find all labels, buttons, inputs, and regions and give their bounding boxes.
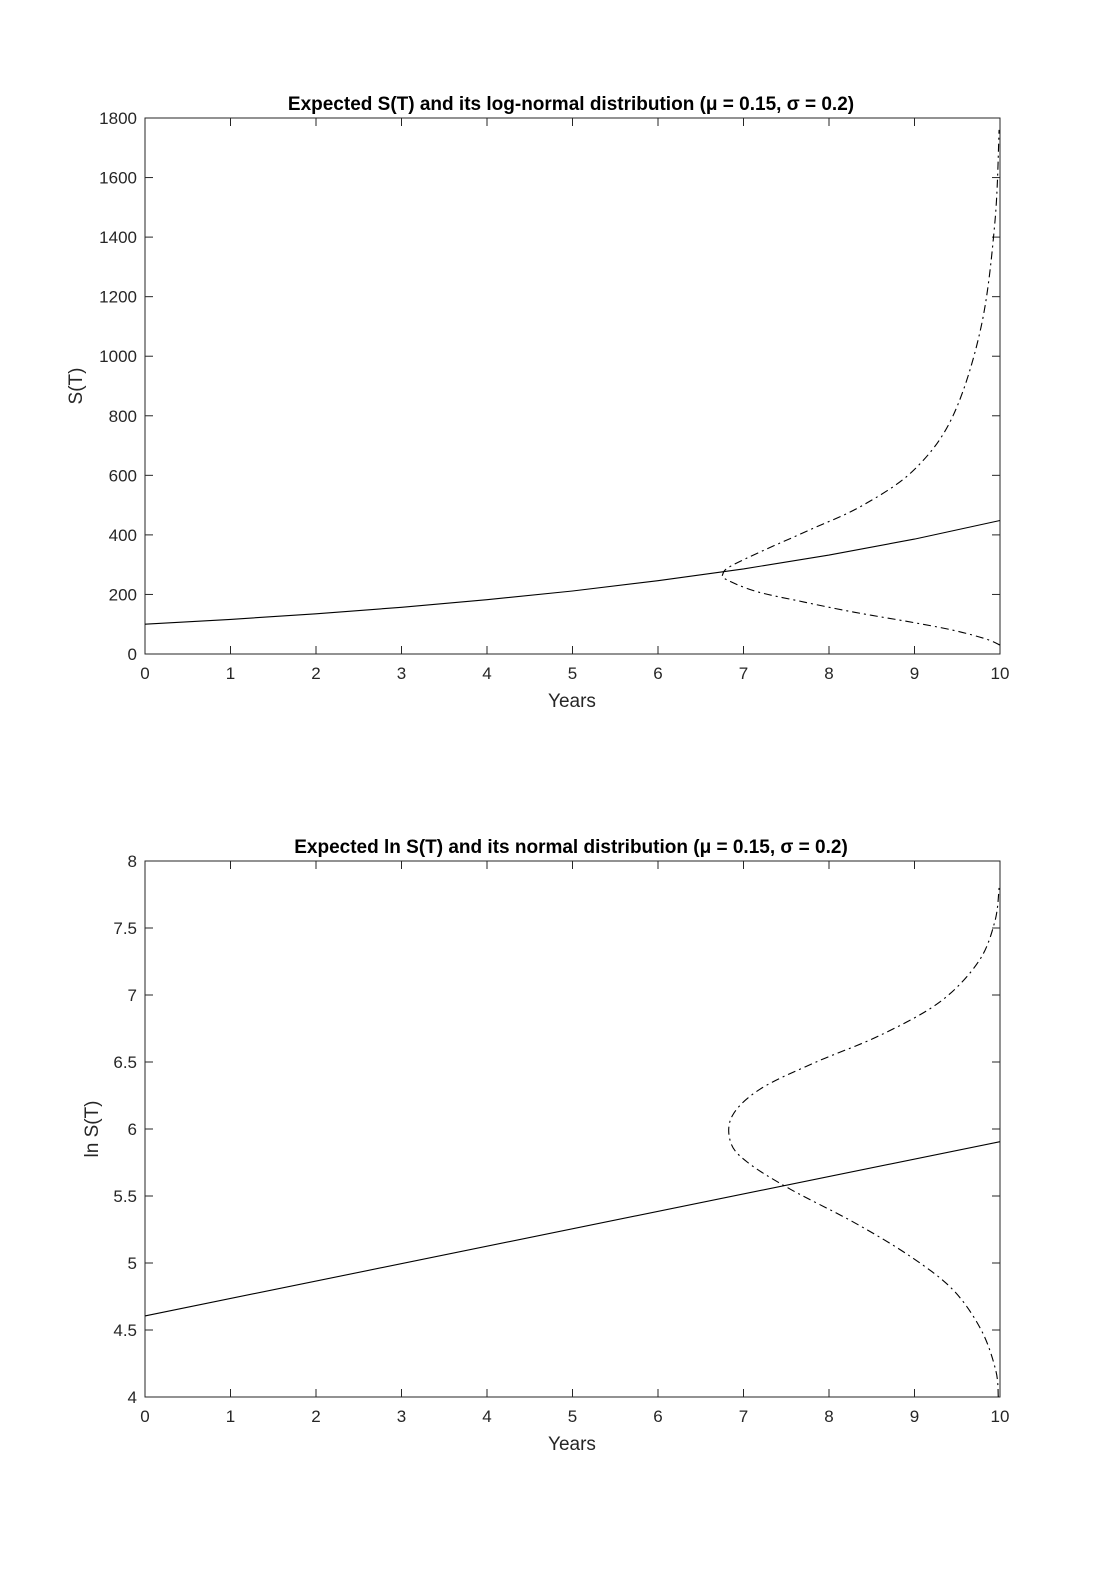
y-tick-label: 1600 <box>99 168 137 188</box>
x-tick-label: 6 <box>653 1407 663 1426</box>
y-tick-label: 600 <box>108 466 137 486</box>
x-tick-label: 6 <box>653 664 663 683</box>
x-axis-label: Years <box>548 691 596 712</box>
y-axis-label: S(T) <box>66 367 87 405</box>
distribution-series-line <box>729 888 999 1397</box>
plot-area <box>145 861 1000 1397</box>
x-ticks <box>140 118 1009 683</box>
y-tick-label: 6 <box>127 1120 137 1139</box>
x-tick-label: 8 <box>824 1407 834 1426</box>
x-tick-label: 10 <box>990 1407 1010 1426</box>
y-tick-label: 1400 <box>99 228 137 248</box>
x-tick-label: 9 <box>909 664 920 683</box>
y-tick-label: 800 <box>108 406 137 426</box>
x-tick-label: 10 <box>990 664 1010 683</box>
y-axis-label: ln S(T) <box>82 1100 103 1158</box>
distribution-series-line <box>722 130 1000 645</box>
x-tick-label: 3 <box>396 664 407 683</box>
y-tick-label: 1800 <box>99 109 137 128</box>
x-tick-label: 2 <box>311 664 321 683</box>
chart-title: Expected ln S(T) and its normal distribution (μ = 0.15, σ = 0.2) <box>294 837 848 858</box>
x-tick-label: 9 <box>909 1407 920 1426</box>
y-tick-label: 200 <box>108 585 137 605</box>
plot-area <box>145 118 1000 654</box>
x-tick-label: 5 <box>567 664 578 683</box>
y-tick-label: 8 <box>127 852 137 871</box>
chart-normal <box>82 837 1009 1455</box>
x-tick-label: 0 <box>140 664 150 683</box>
x-tick-label: 4 <box>482 1407 492 1426</box>
y-tick-label: 6.5 <box>113 1053 137 1072</box>
x-tick-label: 3 <box>396 1407 407 1426</box>
y-tick-label: 5 <box>127 1254 137 1273</box>
mean-series-line <box>145 521 1000 625</box>
x-tick-label: 0 <box>140 1407 150 1426</box>
y-ticks <box>99 109 1000 664</box>
chart-title: Expected S(T) and its log-normal distribution (μ = 0.15, σ = 0.2) <box>287 94 855 115</box>
x-ticks <box>140 861 1009 1426</box>
chart-lognormal <box>66 94 1009 712</box>
y-tick-label: 7.5 <box>113 919 137 938</box>
y-tick-label: 1000 <box>99 347 137 367</box>
x-tick-label: 2 <box>311 1407 321 1426</box>
y-tick-label: 7 <box>127 986 137 1005</box>
x-tick-label: 8 <box>824 664 834 683</box>
x-tick-label: 1 <box>225 664 236 683</box>
y-tick-label: 0 <box>127 645 137 664</box>
x-axis-label: Years <box>548 1434 596 1455</box>
y-ticks <box>113 852 1000 1407</box>
y-tick-label: 400 <box>108 525 137 545</box>
y-tick-label: 1200 <box>99 287 137 307</box>
x-tick-label: 1 <box>225 1407 236 1426</box>
y-tick-label: 4 <box>127 1388 137 1407</box>
mean-series-line <box>145 1142 1000 1316</box>
x-tick-label: 4 <box>482 664 492 683</box>
x-tick-label: 7 <box>738 1407 749 1426</box>
y-tick-label: 4.5 <box>113 1321 137 1340</box>
y-tick-label: 5.5 <box>113 1187 137 1206</box>
x-tick-label: 5 <box>567 1407 578 1426</box>
x-tick-label: 7 <box>738 664 749 683</box>
